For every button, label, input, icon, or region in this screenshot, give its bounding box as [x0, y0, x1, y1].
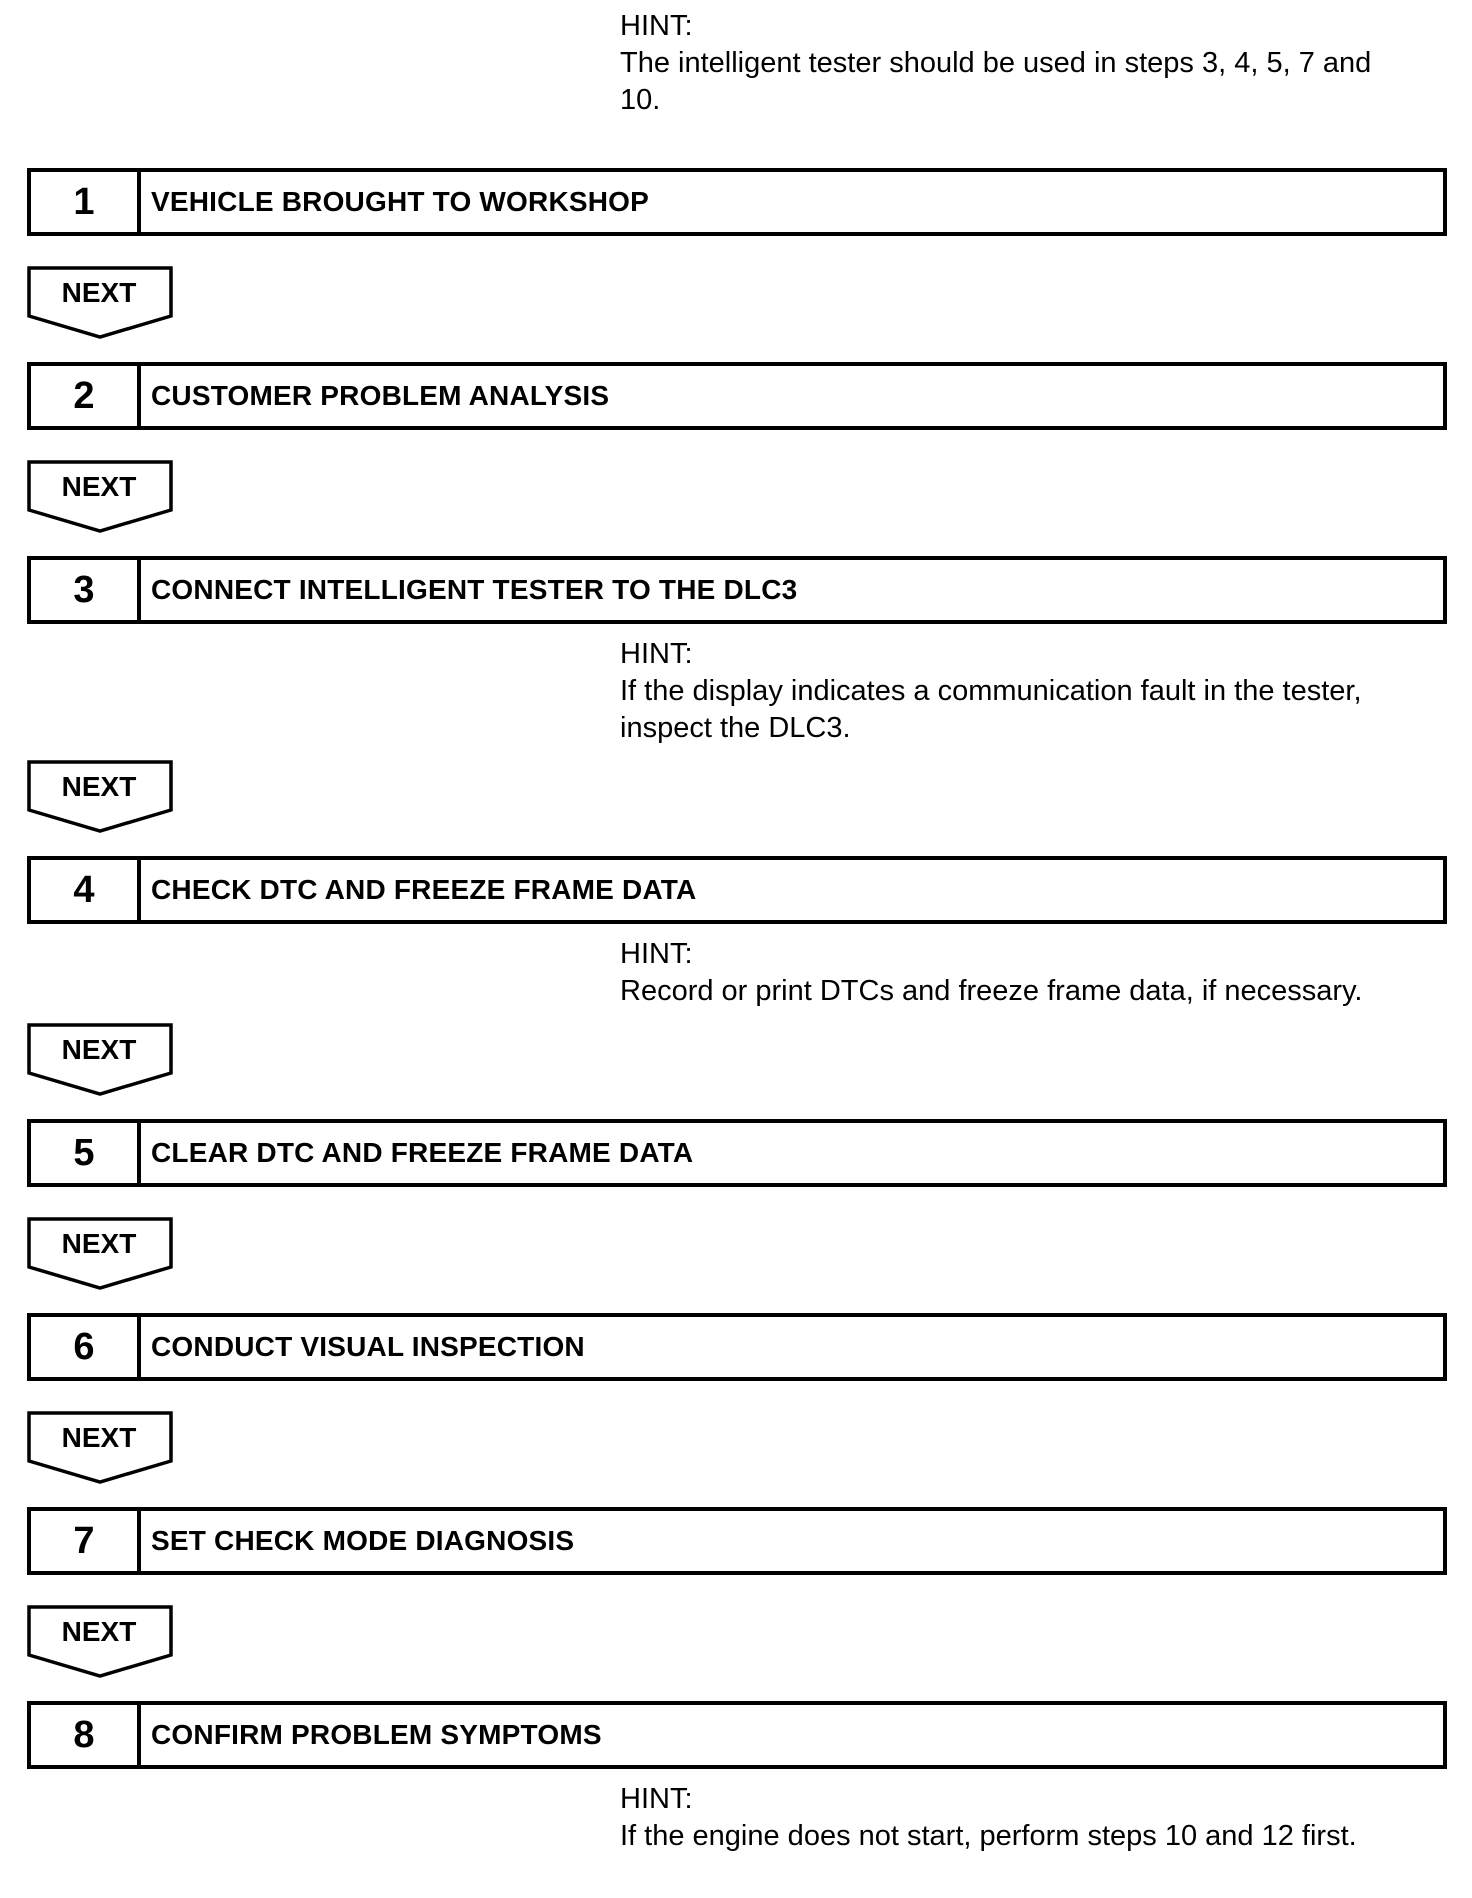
step-title: CONNECT INTELLIGENT TESTER TO THE DLC3 — [151, 574, 798, 605]
step-3 — [27, 556, 1447, 624]
next-arrow — [27, 1605, 175, 1679]
next-arrow — [27, 460, 175, 534]
step-number: 7 — [31, 1511, 141, 1571]
hint-text: Record or print DTCs and freeze frame data, if necessary. — [620, 975, 1363, 1007]
next-arrow — [27, 266, 175, 340]
next-label: NEXT — [61, 1228, 137, 1259]
step-number: 3 — [31, 560, 141, 620]
step-5 — [27, 1119, 1447, 1187]
step-1 — [27, 168, 1447, 236]
next-label: NEXT — [61, 277, 137, 308]
step-title: CLEAR DTC AND FREEZE FRAME DATA — [151, 1137, 694, 1168]
step-3-hint — [620, 636, 1440, 747]
step-title: CUSTOMER PROBLEM ANALYSIS — [151, 380, 610, 411]
next-label: NEXT — [61, 771, 137, 802]
next-arrow — [27, 1411, 175, 1485]
next-label: NEXT — [61, 1422, 137, 1453]
intro-hint — [620, 8, 1440, 119]
step-number: 5 — [31, 1123, 141, 1183]
next-label: NEXT — [61, 1616, 137, 1647]
step-title: CHECK DTC AND FREEZE FRAME DATA — [151, 874, 697, 905]
next-arrow — [27, 760, 175, 834]
step-number: 8 — [31, 1705, 141, 1765]
hint-label: HINT: — [620, 938, 693, 970]
step-7 — [27, 1507, 1447, 1575]
next-label: NEXT — [61, 1034, 137, 1065]
step-number: 2 — [31, 366, 141, 426]
step-number: 6 — [31, 1317, 141, 1377]
step-8-hint — [620, 1781, 1440, 1855]
step-title: CONFIRM PROBLEM SYMPTOMS — [151, 1719, 602, 1750]
hint-text: 10. — [620, 84, 661, 116]
next-label: NEXT — [61, 471, 137, 502]
hint-label: HINT: — [620, 1783, 693, 1815]
step-6 — [27, 1313, 1447, 1381]
step-4-hint — [620, 936, 1440, 1010]
step-title: SET CHECK MODE DIAGNOSIS — [151, 1525, 575, 1556]
hint-text: inspect the DLC3. — [620, 712, 851, 744]
hint-label: HINT: — [620, 10, 693, 42]
step-4 — [27, 856, 1447, 924]
hint-label: HINT: — [620, 638, 693, 670]
step-8 — [27, 1701, 1447, 1769]
hint-text: The intelligent tester should be used in steps 3, 4, 5, 7 and — [620, 47, 1372, 79]
hint-text: If the engine does not start, perform steps 10 and 12 first. — [620, 1820, 1357, 1852]
step-number: 1 — [31, 172, 141, 232]
hint-text: If the display indicates a communication fault in the tester, — [620, 675, 1362, 707]
next-arrow — [27, 1023, 175, 1097]
step-number: 4 — [31, 860, 141, 920]
step-title: CONDUCT VISUAL INSPECTION — [151, 1331, 585, 1362]
step-2 — [27, 362, 1447, 430]
next-arrow — [27, 1217, 175, 1291]
step-title: VEHICLE BROUGHT TO WORKSHOP — [151, 186, 650, 217]
